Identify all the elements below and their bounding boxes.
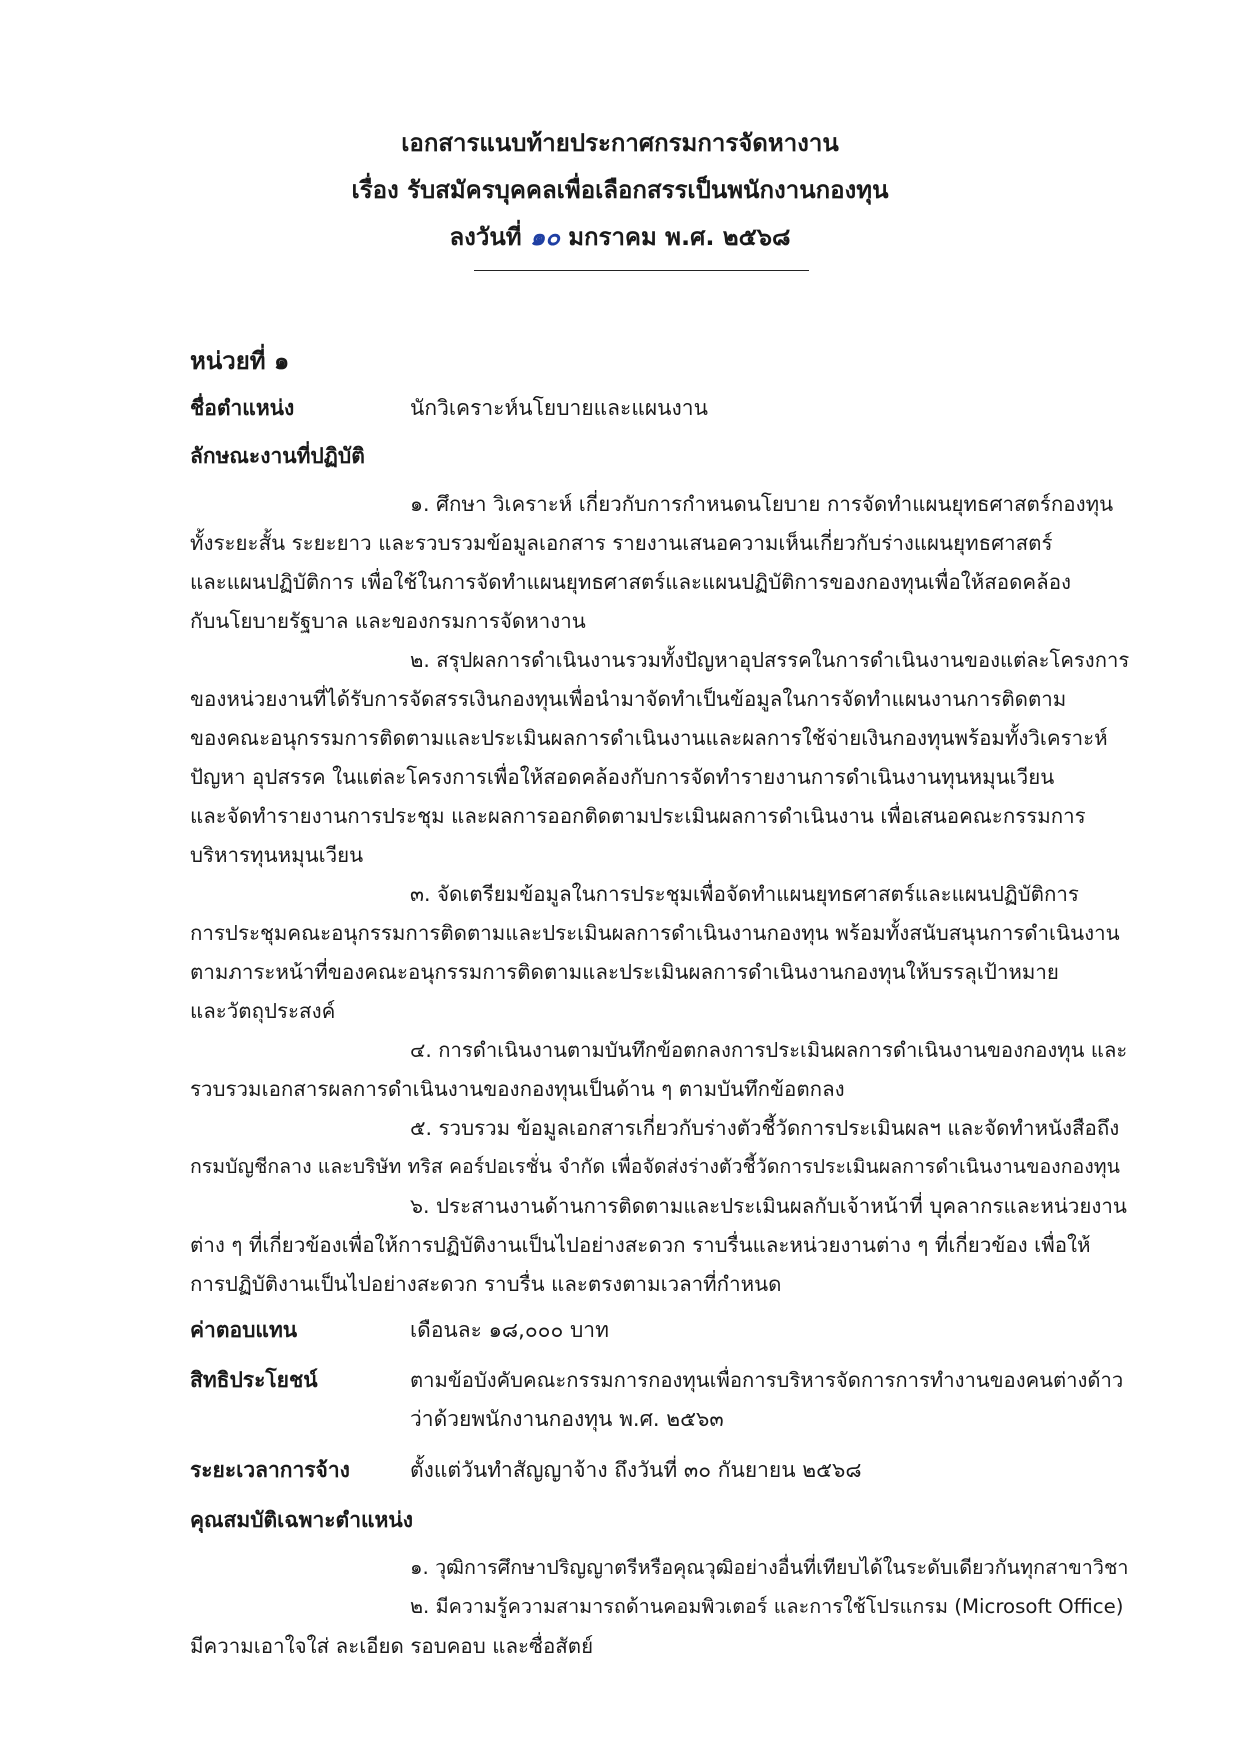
qualifications-label: คุณสมบัติเฉพาะตำแหน่ง — [190, 1508, 413, 1532]
duty-1-line-3: และแผนปฏิบัติการ เพื่อใช้ในการจัดทำแผนยุทธศาสตร์และแผนปฏิบัติการของกองทุนเพื่อให้สอดคล้อง — [190, 570, 1072, 594]
compensation-value: เดือนละ ๑๘,๐๐๐ บาท — [410, 1318, 609, 1342]
duty-6-line-2: ต่าง ๆ ที่เกี่ยวข้องเพื่อให้การปฏิบัติงานเป็นไปอย่างสะดวก ราบรื่นและหน่วยงานต่าง ๆ ที่เกี่ยวข้อง เพื่อให้ — [190, 1233, 1091, 1257]
date-prefix: ลงวันที่ — [449, 223, 530, 251]
duty-2-line-6: บริหารทุนหมุนเวียน — [190, 843, 364, 867]
unit-heading: หน่วยที่ ๑ — [190, 347, 290, 375]
qualification-line-3: มีความเอาใจใส่ ละเอียด รอบคอบ และซื่อสัตย์ — [190, 1634, 594, 1658]
position-label: ชื่อตำแหน่ง — [190, 396, 295, 420]
duty-1-line-4: กับนโยบายรัฐบาล และของกรมการจัดหางาน — [190, 609, 586, 633]
benefits-line-2: ว่าด้วยพนักงานกองทุน พ.ศ. ๒๕๖๓ — [410, 1407, 724, 1431]
duty-5-line-2: กรมบัญชีกลาง และบริษัท ทริส คอร์ปอเรชั่น จำกัด เพื่อจัดส่งร่างตัวชี้วัดการประเมินผลการดำเนินงานของกองทุน — [190, 1155, 1120, 1178]
duty-2-line-3: ของคณะอนุกรรมการติดตามและประเมินผลการดำเนินงานและผลการใช้จ่ายเงินกองทุนพร้อมทั้งวิเคราะห์ — [190, 726, 1108, 750]
duty-5-line-1: ๕. รวบรวม ข้อมูลเอกสารเกี่ยวกับร่างตัวชี้วัดการประเมินผลฯ และจัดทำหนังสือถึง — [410, 1116, 1120, 1140]
date-suffix: มกราคม พ.ศ. ๒๕๖๘ — [559, 223, 791, 251]
document-title: เอกสารแนบท้ายประกาศกรมการจัดหางาน — [401, 129, 839, 157]
duty-3-line-1: ๓. จัดเตรียมข้อมูลในการประชุมเพื่อจัดทำแผนยุทธศาสตร์และแผนปฏิบัติการ — [410, 882, 1079, 906]
duty-1-line-2: ทั้งระยะสั้น ระยะยาว และรวบรวมข้อมูลเอกสาร รายงานเสนอความเห็นเกี่ยวกับร่างแผนยุทธศาสตร์ — [190, 531, 1053, 555]
duty-2-line-2: ของหน่วยงานที่ได้รับการจัดสรรเงินกองทุนเพื่อนำมาจัดทำเป็นข้อมูลในการจัดทำแผนงานการติดตาม — [190, 687, 1067, 711]
duty-4-line-1: ๔. การดำเนินงานตามบันทึกข้อตกลงการประเมินผลการดำเนินงานของกองทุน และ — [410, 1038, 1128, 1062]
subject-text: เรื่อง รับสมัครบุคคลเพื่อเลือกสรรเป็นพนักงานกองทุน — [351, 176, 889, 204]
duty-3-line-4: และวัตถุประสงค์ — [190, 999, 336, 1023]
duty-1-line-1: ๑. ศึกษา วิเคราะห์ เกี่ยวกับการกำหนดนโยบาย การจัดทำแผนยุทธศาสตร์กองทุน — [410, 492, 1114, 516]
duty-2-line-1: ๒. สรุปผลการดำเนินงานรวมทั้งปัญหาอุปสรรคในการดำเนินงานของแต่ละโครงการ — [410, 648, 1130, 672]
duty-2-line-5: และจัดทำรายงานการประชุม และผลการออกติดตามประเมินผลการดำเนินงาน เพื่อเสนอคณะกรรมการ — [190, 804, 1086, 828]
benefits-label: สิทธิประโยชน์ — [190, 1368, 318, 1392]
duty-3-line-3: ตามภาระหน้าที่ของคณะอนุกรรมการติดตามและประเมินผลการดำเนินงานกองทุนให้บรรลุเป้าหมาย — [190, 960, 1059, 984]
document-date — [0, 225, 1240, 249]
duty-6-line-3: การปฏิบัติงานเป็นไปอย่างสะดวก ราบรื่น และตรงตามเวลาที่กำหนด — [190, 1272, 782, 1296]
date-day: ๑๐ — [529, 223, 560, 251]
position-value: นักวิเคราะห์นโยบายและแผนงาน — [410, 396, 708, 420]
qualification-line-1: ๑. วุฒิการศึกษาปริญญาตรีหรือคุณวุฒิอย่างอื่นที่เทียบได้ในระดับเดียวกันทุกสาขาวิชา — [410, 1556, 1129, 1579]
duty-3-line-2: การประชุมคณะอนุกรรมการติดตามและประเมินผลการดำเนินงานกองทุน พร้อมทั้งสนับสนุนการดำเนินงาน — [190, 921, 1120, 945]
compensation-label: ค่าตอบแทน — [190, 1318, 298, 1342]
benefits-line-1: ตามข้อบังคับคณะกรรมการกองทุนเพื่อการบริหารจัดการการทำงานของคนต่างด้าว — [410, 1368, 1124, 1392]
duties-label: ลักษณะงานที่ปฏิบัติ — [190, 444, 365, 468]
qualification-line-2: ๒. มีความรู้ความสามารถด้านคอมพิวเตอร์ และการใช้โปรแกรม (Microsoft Office) — [410, 1595, 1124, 1618]
duty-2-line-4: ปัญหา อุปสรรค ในแต่ละโครงการเพื่อให้สอดคล้องกับการจัดทำรายงานการดำเนินงานทุนหมุนเวียน — [190, 765, 1055, 789]
title-underline — [474, 270, 809, 271]
employment-period-label: ระยะเวลาการจ้าง — [190, 1458, 350, 1482]
duty-4-line-2: รวบรวมเอกสารผลการดำเนินงานของกองทุนเป็นด้าน ๆ ตามบันทึกข้อตกลง — [190, 1077, 845, 1101]
duty-6-line-1: ๖. ประสานงานด้านการติดตามและประเมินผลกับเจ้าหน้าที่ บุคลากรและหน่วยงาน — [410, 1194, 1127, 1218]
document-subject — [0, 178, 1240, 202]
employment-period-value: ตั้งแต่วันทำสัญญาจ้าง ถึงวันที่ ๓๐ กันยายน ๒๕๖๘ — [410, 1458, 862, 1482]
